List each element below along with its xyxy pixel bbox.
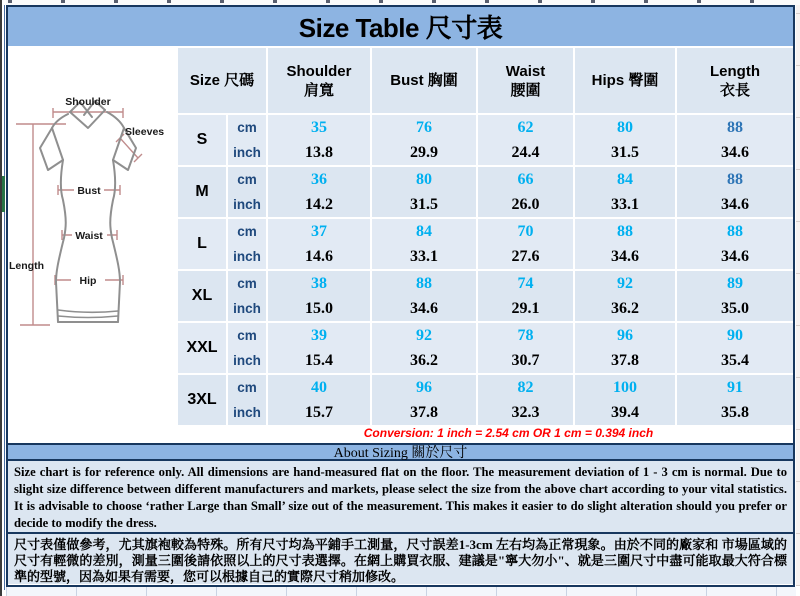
- unit-cm: cm: [237, 120, 257, 135]
- unit-inch: inch: [233, 301, 261, 316]
- header-size-label: Size 尺碼: [189, 72, 255, 89]
- value-cell: 89 35.0: [677, 271, 793, 321]
- size-label: L: [178, 219, 228, 269]
- diagram-label-bust: Bust: [77, 185, 101, 197]
- unit-cm: cm: [237, 224, 257, 239]
- conversion-row: [8, 425, 793, 443]
- header-size: [178, 48, 268, 113]
- value-cell: 84 33.1: [575, 167, 677, 217]
- unit-inch: inch: [233, 145, 261, 160]
- right-cropped-column-strip: [796, 5, 800, 586]
- dress-diagram: [8, 48, 178, 425]
- header-shoulder: [268, 48, 372, 113]
- value-cell: 88 34.6: [575, 219, 677, 269]
- value-cell: 100 39.4: [575, 375, 677, 425]
- value-cell: 82 32.3: [478, 375, 575, 425]
- green-marker-bar: [2, 176, 5, 212]
- value-cell: 96 37.8: [575, 323, 677, 373]
- value-cell: 92 36.2: [372, 323, 478, 373]
- value-cell: 80 31.5: [372, 167, 478, 217]
- value-cell: 36 14.2: [268, 167, 372, 217]
- unit-cell: [228, 167, 268, 217]
- size-label: 3XL: [178, 375, 228, 425]
- diagram-label-hip: Hip: [79, 275, 97, 287]
- unit-cell: [228, 219, 268, 269]
- unit-inch: inch: [233, 405, 261, 420]
- unit-cm: cm: [237, 276, 257, 291]
- value-cell: 91 35.8: [677, 375, 793, 425]
- unit-inch: inch: [233, 249, 261, 264]
- about-sizing-banner: About Sizing 關於尺寸: [8, 443, 793, 461]
- header-waist: [478, 48, 575, 113]
- header-shoulder-en: Shoulder: [286, 62, 352, 80]
- unit-inch: inch: [233, 353, 261, 368]
- size-chart-sheet: [6, 5, 795, 587]
- value-cell: 80 31.5: [575, 115, 677, 165]
- value-cell: 38 15.0: [268, 271, 372, 321]
- header-bust-label: Bust 胸圍: [390, 72, 458, 89]
- value-cell: 70 27.6: [478, 219, 575, 269]
- value-cell: 76 29.9: [372, 115, 478, 165]
- value-cell: 96 37.8: [372, 375, 478, 425]
- table-row-xxl: [178, 321, 793, 373]
- table-row-xl: [178, 269, 793, 321]
- header-waist-zh: 腰圍: [510, 81, 541, 99]
- diagram-label-shoulder: Shoulder: [65, 96, 111, 108]
- conversion-note: Conversion: 1 inch = 2.54 cm OR 1 cm = 0.394 inch: [363, 426, 654, 440]
- dress-diagram-svg: [8, 48, 178, 425]
- size-label: XL: [178, 271, 228, 321]
- diagram-label-sleeves: Sleeves: [125, 126, 165, 138]
- table-row-l: [178, 217, 793, 269]
- table-row-m: [178, 165, 793, 217]
- value-cell: 88 34.6: [677, 115, 793, 165]
- value-cell: 84 33.1: [372, 219, 478, 269]
- unit-cell: [228, 323, 268, 373]
- unit-cm: cm: [237, 328, 257, 343]
- value-cell: 74 29.1: [478, 271, 575, 321]
- gridline-left: [4, 5, 5, 590]
- value-cell: 40 15.7: [268, 375, 372, 425]
- bottom-cropped-row-strip: [6, 587, 796, 596]
- value-cell: 88 34.6: [677, 219, 793, 269]
- unit-cm: cm: [237, 380, 257, 395]
- diagram-label-length: Length: [9, 260, 44, 272]
- value-cell: 37 14.6: [268, 219, 372, 269]
- table-row-3xl: [178, 373, 793, 425]
- header-hips-label: Hips 臀圍: [591, 72, 659, 89]
- unit-inch: inch: [233, 197, 261, 212]
- value-cell: 35 13.8: [268, 115, 372, 165]
- header-shoulder-zh: 肩寬: [303, 81, 334, 99]
- header-length-en: Length: [710, 62, 760, 80]
- page-title: Size Table 尺寸表: [8, 7, 793, 48]
- unit-cell: [228, 375, 268, 425]
- value-cell: 88 34.6: [372, 271, 478, 321]
- value-cell: 62 24.4: [478, 115, 575, 165]
- header-bust: [372, 48, 478, 113]
- header-waist-en: Waist: [505, 62, 546, 80]
- header-length: [677, 48, 793, 113]
- diagram-label-waist: Waist: [75, 230, 103, 242]
- header-hips: [575, 48, 677, 113]
- cropped-text-marks: [8, 0, 800, 3]
- window-left-edge: [0, 0, 2, 596]
- header-length-zh: 衣長: [719, 81, 750, 99]
- table-row-s: [178, 113, 793, 165]
- table-header-row: [178, 48, 793, 113]
- size-label: XXL: [178, 323, 228, 373]
- value-cell: 66 26.0: [478, 167, 575, 217]
- unit-cm: cm: [237, 172, 257, 187]
- unit-cell: [228, 271, 268, 321]
- size-table: [178, 48, 793, 425]
- value-cell: 78 30.7: [478, 323, 575, 373]
- value-cell: 39 15.4: [268, 323, 372, 373]
- sizing-note-english: Size chart is for reference only. All dimensions are hand-measured flat on the floor. The measurement deviation of 1 - 3 cm is normal. Due to slight size difference between different manufacturers and markets, please select the size from the above chart according to your vital statistics. It is advisable to choose ‘rather Large than Small’ size out of the measurement. This makes it easier to do slight alteration should you prefer or decide to modify the dress.: [8, 461, 793, 532]
- unit-cell: [228, 115, 268, 165]
- value-cell: 92 36.2: [575, 271, 677, 321]
- sizing-note-chinese: 尺寸表僅做參考，尤其旗袍較為特殊。所有尺寸均為平鋪手工測量，尺寸誤差1-3cm 左右均為正常現象。由於不同的廠家和 市場區域的尺寸有輕微的差別，測量三圍後請依照以上的尺寸表選擇。在網上購買衣服、建議是"寧大勿小"、就是三圍尺寸中盡可能取最大符合標準的型號，因為如果有需要，您可以根據自己的實際尺寸稍加修改。: [8, 532, 793, 584]
- size-label: S: [178, 115, 228, 165]
- value-cell: 90 35.4: [677, 323, 793, 373]
- value-cell: 88 34.6: [677, 167, 793, 217]
- size-label: M: [178, 167, 228, 217]
